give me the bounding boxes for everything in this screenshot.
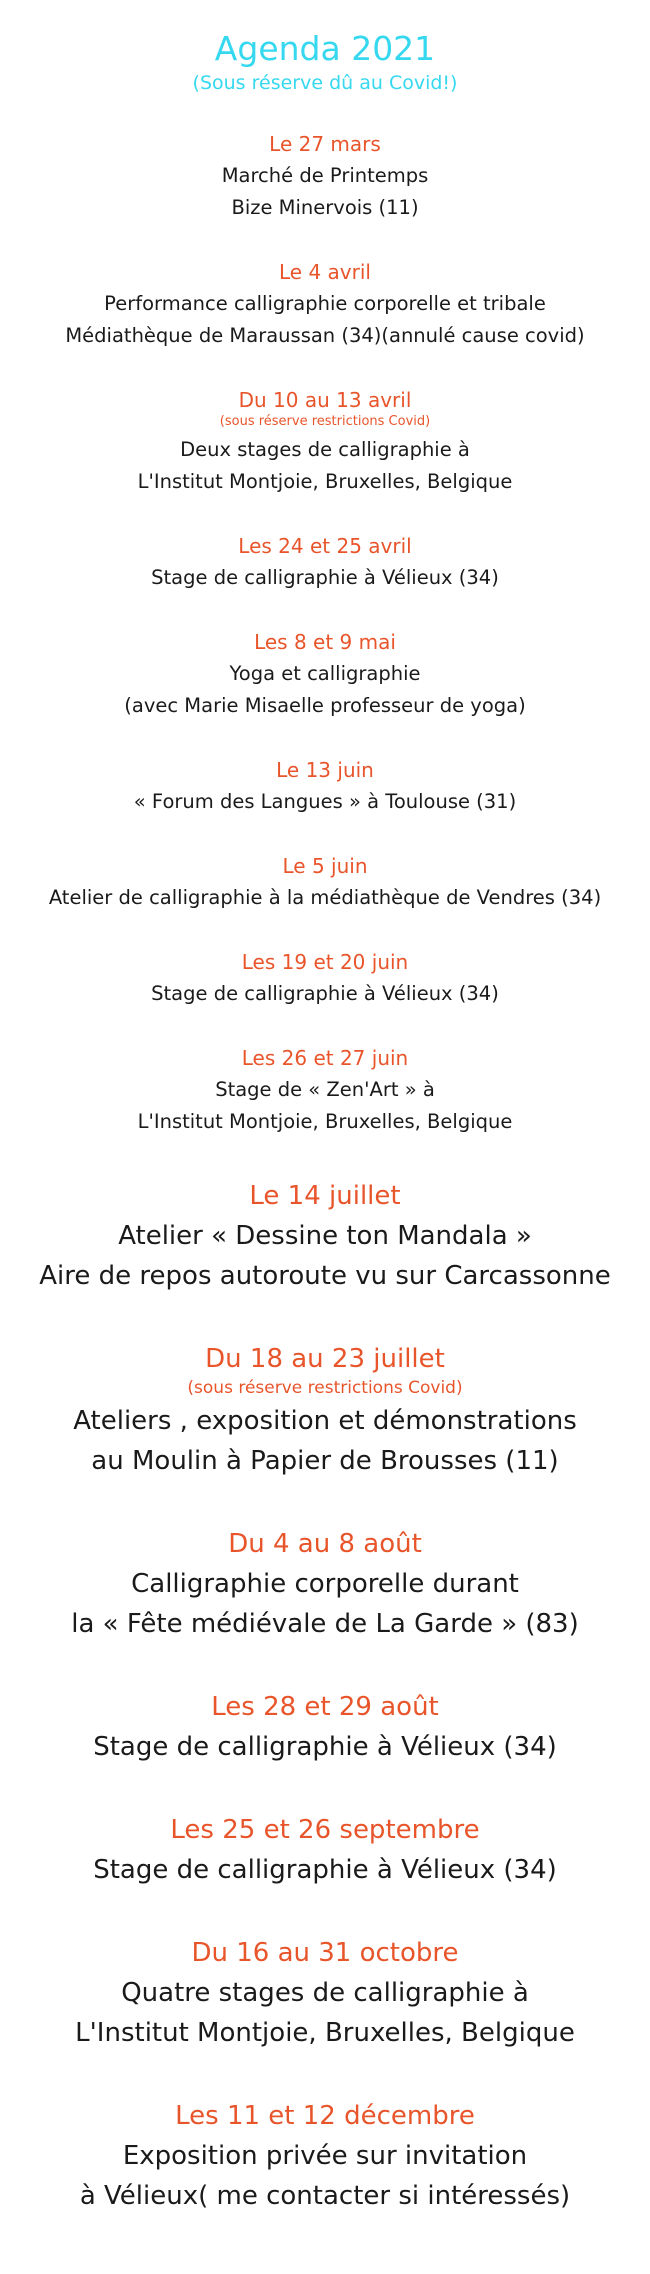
event-item bbox=[0, 850, 650, 914]
event-line: Stage de calligraphie à Vélieux (34) bbox=[151, 982, 499, 1005]
event-line: la « Fête médiévale de La Garde » (83) bbox=[71, 1609, 579, 1639]
event-item bbox=[0, 1810, 650, 1890]
event-line: Bize Minervois (11) bbox=[231, 196, 419, 219]
event-date: Du 16 au 31 octobre bbox=[191, 1938, 459, 1968]
event-date: Le 13 juin bbox=[276, 758, 374, 782]
event-item bbox=[0, 256, 650, 352]
event-line: Marché de Printemps bbox=[221, 164, 429, 187]
event-date: Le 4 avril bbox=[279, 260, 371, 284]
event-item bbox=[0, 1687, 650, 1767]
event-item bbox=[0, 1176, 650, 1296]
event-item bbox=[0, 1042, 650, 1138]
event-date: Du 4 au 8 août bbox=[228, 1529, 422, 1559]
page-title: Agenda 2021 bbox=[214, 29, 436, 68]
event-line: Aire de repos autoroute vu sur Carcassonne bbox=[39, 1261, 611, 1291]
event-line: Stage de calligraphie à Vélieux (34) bbox=[93, 1732, 557, 1762]
event-line: (avec Marie Misaelle professeur de yoga) bbox=[124, 694, 526, 717]
event-line: Exposition privée sur invitation bbox=[122, 2141, 528, 2171]
event-line: Ateliers , exposition et démonstrations bbox=[73, 1406, 577, 1436]
event-date: Les 19 et 20 juin bbox=[241, 950, 409, 974]
event-date: Le 5 juin bbox=[282, 854, 368, 878]
event-line: Performance calligraphie corporelle et tribale bbox=[104, 292, 546, 315]
event-item bbox=[0, 128, 650, 224]
event-date: Les 24 et 25 avril bbox=[238, 534, 412, 558]
event-date: Les 11 et 12 décembre bbox=[175, 2101, 475, 2131]
event-line: Stage de calligraphie à Vélieux (34) bbox=[93, 1855, 557, 1885]
event-date: Les 26 et 27 juin bbox=[241, 1046, 409, 1070]
event-line: à Vélieux( me contacter si intéressés) bbox=[79, 2181, 571, 2211]
event-item bbox=[0, 530, 650, 594]
page-subtitle: (Sous réserve dû au Covid!) bbox=[192, 72, 458, 94]
event-item bbox=[0, 1524, 650, 1644]
event-item bbox=[0, 1339, 650, 1481]
event-line: Stage de « Zen'Art » à bbox=[215, 1078, 435, 1101]
event-date: Les 28 et 29 août bbox=[211, 1692, 439, 1722]
event-line: Stage de calligraphie à Vélieux (34) bbox=[151, 566, 499, 589]
event-date: Le 27 mars bbox=[269, 132, 381, 156]
event-line: Calligraphie corporelle durant bbox=[131, 1569, 519, 1599]
event-date: Les 8 et 9 mai bbox=[254, 630, 396, 654]
event-item bbox=[0, 626, 650, 722]
event-line: Yoga et calligraphie bbox=[229, 662, 421, 685]
event-line: Médiathèque de Maraussan (34)(annulé cause covid) bbox=[65, 324, 585, 347]
event-date: Du 18 au 23 juillet bbox=[205, 1344, 445, 1374]
event-line: L'Institut Montjoie, Bruxelles, Belgique bbox=[75, 2018, 575, 2048]
event-line: « Forum des Langues » à Toulouse (31) bbox=[133, 790, 517, 813]
event-date: Du 10 au 13 avril bbox=[238, 388, 412, 412]
event-note: (sous réserve restrictions Covid) bbox=[219, 414, 431, 429]
event-item bbox=[0, 1933, 650, 2053]
event-date: Les 25 et 26 septembre bbox=[170, 1815, 480, 1845]
event-line: Atelier « Dessine ton Mandala » bbox=[118, 1221, 532, 1251]
event-line: L'Institut Montjoie, Bruxelles, Belgique bbox=[137, 1110, 513, 1133]
event-item bbox=[0, 2096, 650, 2216]
event-line: L'Institut Montjoie, Bruxelles, Belgique bbox=[137, 470, 513, 493]
event-line: au Moulin à Papier de Brousses (11) bbox=[91, 1446, 559, 1476]
event-date: Le 14 juillet bbox=[249, 1181, 401, 1211]
event-line: Atelier de calligraphie à la médiathèque de Vendres (34) bbox=[48, 886, 602, 909]
event-note: (sous réserve restrictions Covid) bbox=[187, 1378, 463, 1398]
event-item bbox=[0, 946, 650, 1010]
event-item bbox=[0, 754, 650, 818]
event-line: Quatre stages de calligraphie à bbox=[121, 1978, 529, 2008]
event-item bbox=[0, 384, 650, 498]
event-line: Deux stages de calligraphie à bbox=[180, 438, 470, 461]
